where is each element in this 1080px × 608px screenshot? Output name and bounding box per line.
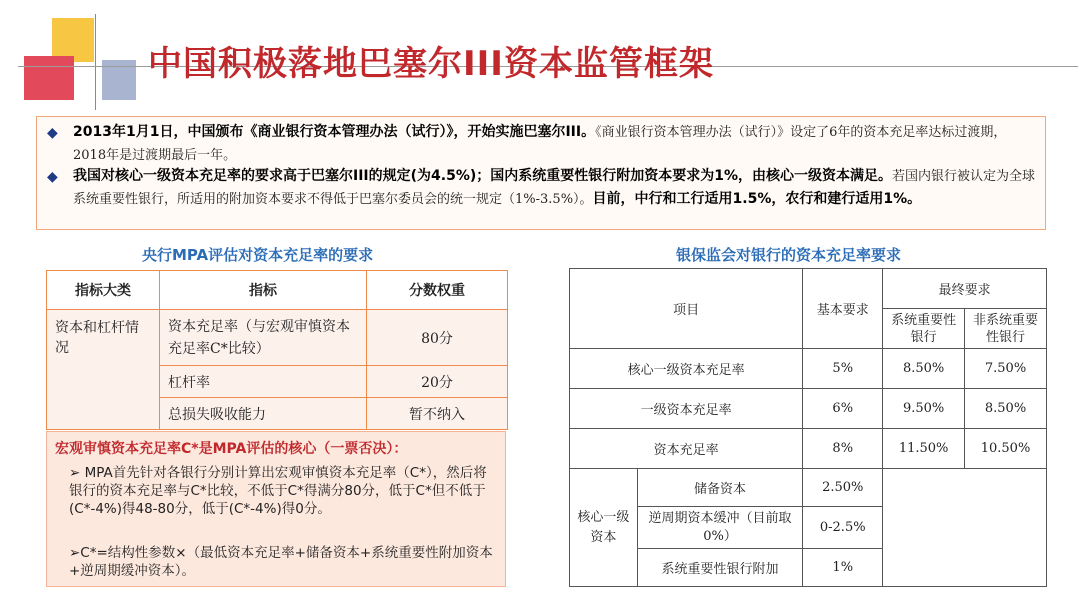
cbrc-row-basic: 6% — [803, 389, 883, 429]
mpa-table — [46, 270, 508, 430]
cbrc-sub-value: 0-2.5% — [803, 507, 883, 549]
cbrc-row-sys: 9.50% — [883, 389, 965, 429]
cbrc-row-item: 核心一级资本充足率 — [570, 349, 803, 389]
cbrc-row-basic: 5% — [803, 349, 883, 389]
cbrc-section-title: 银保监会对银行的资本充足率要求 — [676, 246, 902, 264]
cbrc-row-nonsys: 10.50% — [965, 429, 1047, 469]
cbrc-sub-item: 储备资本 — [637, 469, 802, 507]
core-paragraph-2: ➢C*=结构性参数×（最低资本充足率+储备资本+系统重要性附加资本+逆周期缓冲资本）。 — [69, 545, 493, 579]
cbrc-row-item: 一级资本充足率 — [570, 389, 803, 429]
cbrc-header-nonsys: 非系统重要性银行 — [965, 309, 1047, 349]
intro-p2-plain: 若国内银行被认定为全球系统重要性银行，所适用的附加资本要求不得低于巴塞尔委员会的统一规定（1%-3.5%）。 — [73, 169, 1036, 207]
cbrc-core-group-cell: 核心一级资本 — [570, 469, 638, 587]
mpa-indicator-cell: 杠杆率 — [160, 366, 367, 398]
mpa-weight-cell: 暂不纳入 — [367, 398, 508, 430]
mpa-category-cell: 资本和杠杆情况 — [47, 310, 160, 430]
intro-p2-bold: 我国对核心一级资本充足率的要求高于巴塞尔III的规定(为4.5%)；国内系统重要性银行附加资本要求为1%，由核心一级资本满足。 — [73, 168, 893, 184]
mpa-weight-cell: 80分 — [367, 310, 508, 366]
core-title: 宏观审慎资本充足率C*是MPA评估的核心（一票否决）： — [55, 441, 408, 457]
diamond-bullet-icon: ◆ — [47, 125, 58, 141]
intro-paragraph-1 — [73, 121, 1039, 167]
intro-paragraph-2 — [73, 165, 1039, 211]
mpa-weight-cell: 20分 — [367, 366, 508, 398]
mpa-header-weight: 分数权重 — [367, 271, 508, 310]
cbrc-header-sys: 系统重要性银行 — [883, 309, 965, 349]
cbrc-sub-item: 系统重要性银行附加 — [637, 549, 802, 587]
decor-red-square — [24, 56, 74, 100]
mpa-header-category: 指标大类 — [47, 271, 160, 310]
mpa-header-indicator: 指标 — [160, 271, 367, 310]
intro-box — [36, 116, 1046, 230]
cbrc-header-final: 最终要求 — [883, 269, 1047, 309]
core-cstar-box — [46, 431, 506, 587]
cbrc-row-item: 资本充足率 — [570, 429, 803, 469]
cbrc-sub-value: 2.50% — [803, 469, 883, 507]
cbrc-row-basic: 8% — [803, 429, 883, 469]
diamond-bullet-icon: ◆ — [47, 169, 58, 185]
cbrc-row-sys: 11.50% — [883, 429, 965, 469]
cbrc-empty-cell — [883, 469, 1047, 587]
mpa-section-title: 央行MPA评估对资本充足率的要求 — [142, 246, 374, 264]
cbrc-header-basic: 基本要求 — [803, 269, 883, 349]
intro-p1-plain: 《商业银行资本管理办法（试行）》设定了6年的资本充足率达标过渡期，2018年是过渡期最后一年。 — [73, 125, 1007, 163]
core-paragraph-1: ➢ MPA首先针对各银行分别计算出宏观审慎资本充足率（C*），然后将银行的资本充足率与C*比较，不低于C*得满分80分，低于C*但不低于(C*-4%)得48-80分，低于(C*-4%)得0分。 — [69, 465, 487, 517]
cbrc-row-sys: 8.50% — [883, 349, 965, 389]
mpa-indicator-cell: 资本充足率（与宏观审慎资本充足率C*比较） — [160, 310, 367, 366]
cbrc-table — [569, 268, 1047, 587]
cbrc-sub-item: 逆周期资本缓冲（目前取0%） — [637, 507, 802, 549]
intro-p1-bold: 2013年1月1日，中国颁布《商业银行资本管理办法（试行）》，开始实施巴塞尔III。 — [73, 124, 596, 140]
decor-vertical-line — [95, 14, 96, 110]
intro-p2-bold2: 目前，中行和工行适用1.5%，农行和建行适用1%。 — [592, 191, 922, 207]
cbrc-header-item: 项目 — [570, 269, 803, 349]
cbrc-row-nonsys: 8.50% — [965, 389, 1047, 429]
cbrc-sub-value: 1% — [803, 549, 883, 587]
cbrc-row-nonsys: 7.50% — [965, 349, 1047, 389]
page-title: 中国积极落地巴塞尔III资本监管框架 — [148, 44, 714, 84]
mpa-indicator-cell: 总损失吸收能力 — [160, 398, 367, 430]
